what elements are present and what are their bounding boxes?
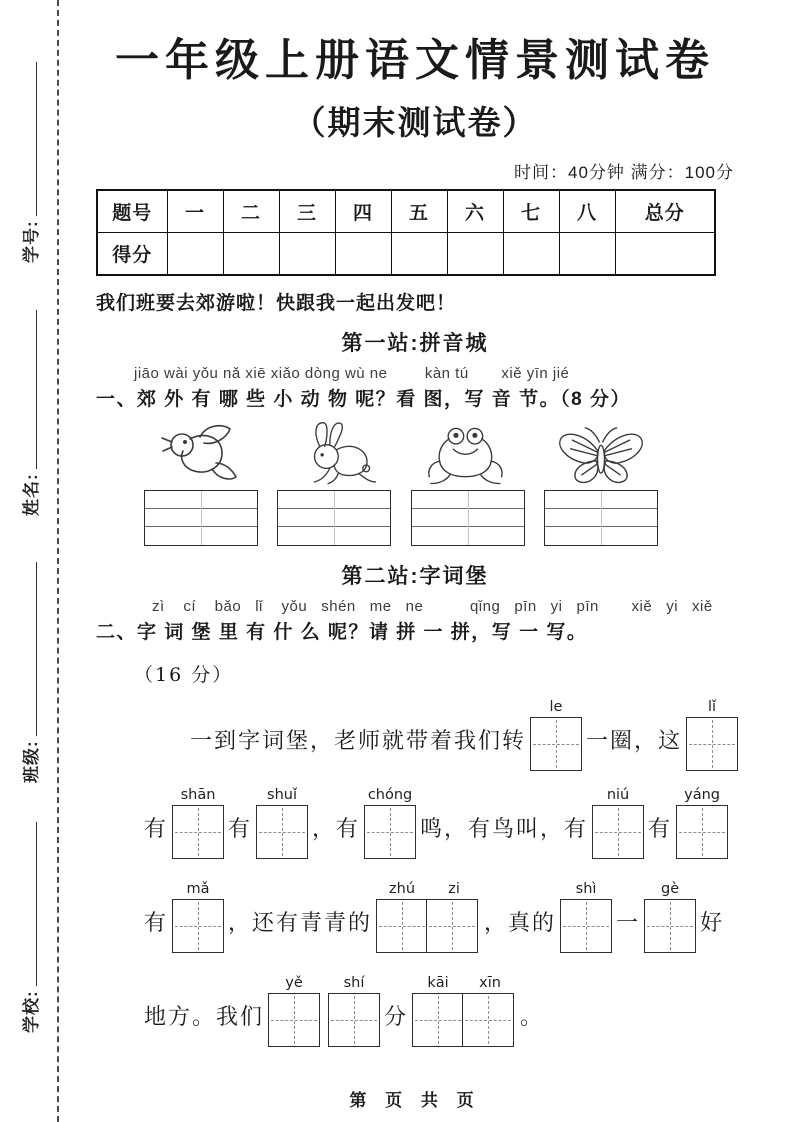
score-empty-cell (447, 232, 503, 275)
score-header-cell: 八 (559, 190, 615, 233)
sidebar-label-school: 学校: (21, 990, 41, 1033)
exam-meta: 时间：40分钟 满分：100分 (514, 162, 734, 182)
write-box (686, 717, 738, 771)
score-empty-cell (279, 232, 335, 275)
score-empty-cell (391, 232, 447, 275)
pinyin-label: zi (448, 880, 460, 897)
sidebar-field-student-number (18, 60, 40, 263)
tianzige-box (676, 787, 728, 859)
pinyin-label: zhú (389, 880, 416, 897)
sidebar-label-name: 姓名: (21, 473, 41, 516)
question1-answer-grids (144, 490, 658, 546)
write-box (644, 899, 696, 953)
write-box (256, 805, 308, 859)
question1-text: 一、郊 外 有 哪 些 小 动 物 呢？看 图，写 音 节。（8 分） (96, 388, 631, 410)
station1-heading: 第一站:拼音城 (341, 331, 489, 355)
write-box (560, 899, 612, 953)
pinyin-label: xīn (479, 974, 501, 991)
passage-text: ，有 (312, 816, 361, 842)
pinyin-label: niú (606, 786, 630, 803)
question2-pinyin: zì cí bǎo lǐ yǒu shén me ne qǐng pīn yi pīn xiě yi xiě (152, 597, 713, 615)
passage-text: 分 (384, 1004, 409, 1030)
write-line (36, 62, 37, 216)
tianzige-box (530, 699, 582, 771)
passage-text: 有 (228, 816, 253, 842)
pinyin-label: shuǐ (267, 786, 298, 803)
pinyin-label: chóng (367, 786, 413, 803)
butterfly-image (544, 419, 658, 487)
passage-text: 有 (144, 816, 169, 842)
write-box (462, 993, 514, 1047)
passage-text: 一到字词堡，老师就带着我们转 (190, 728, 527, 754)
write-line (36, 310, 37, 469)
write-box (328, 993, 380, 1047)
station2-heading: 第二站:字词堡 (341, 564, 489, 588)
score-empty-cell (559, 232, 615, 275)
intro-text: 我们班要去郊游啦！快跟我一起出发吧！ (96, 292, 457, 314)
write-box (172, 805, 224, 859)
score-header-cell: 七 (503, 190, 559, 233)
tianzige-box (560, 881, 612, 953)
score-table (96, 189, 716, 276)
score-header-cell: 二 (223, 190, 279, 233)
passage-text: 地方。我们 (144, 1004, 265, 1030)
score-empty-cell (503, 232, 559, 275)
tianzige-double-box (376, 881, 480, 953)
passage-text: 有 (144, 910, 169, 936)
passage-text: 一圈，这 (586, 728, 683, 754)
pinyin-grid (411, 490, 525, 546)
bird-image (144, 419, 258, 487)
exam-page (96, 0, 734, 1110)
passage-line-2 (144, 787, 734, 859)
pinyin-grid (277, 490, 391, 546)
write-box (676, 805, 728, 859)
sidebar-field-class (18, 560, 40, 783)
pinyin-label: yě (285, 974, 303, 991)
score-empty-cell (615, 232, 715, 275)
score-table-score-row (97, 232, 715, 275)
score-header-cell: 总分 (615, 190, 715, 233)
footer-page-label: 第 页 共 页 (349, 1091, 481, 1110)
page-title: 一年级上册语文情景测试卷 (115, 36, 715, 85)
pinyin-label: yáng (684, 786, 721, 803)
pinyin-grid (544, 490, 658, 546)
score-row-label: 得分 (97, 232, 167, 275)
tianzige-double-box (412, 975, 516, 1047)
sidebar-label-class: 班级: (21, 740, 41, 783)
score-header-cell: 六 (447, 190, 503, 233)
passage-text: 有 (648, 816, 673, 842)
write-box (426, 899, 478, 953)
passage-line-4 (144, 975, 734, 1047)
pinyin-label: shì (575, 880, 597, 897)
pinyin-label: shān (180, 786, 216, 803)
passage-line-3 (144, 881, 734, 953)
pinyin-label: kāi (427, 974, 449, 991)
sidebar-field-school (18, 820, 40, 1033)
tianzige-box (328, 975, 380, 1047)
score-header-cell: 四 (335, 190, 391, 233)
score-header-cell: 一 (167, 190, 223, 233)
tianzige-box (172, 787, 224, 859)
score-header-cell: 五 (391, 190, 447, 233)
passage-text: 一 (616, 910, 641, 936)
write-line (36, 562, 37, 736)
pinyin-label: le (549, 698, 563, 715)
write-box (412, 993, 464, 1047)
question1-pictures (144, 419, 658, 487)
pinyin-label: gè (661, 880, 680, 897)
question2-text: 二、字 词 堡 里 有 什 么 呢？请 拼 一 拼，写 一 写。 (96, 621, 588, 643)
passage-line-1 (190, 699, 734, 771)
pinyin-label: shí (343, 974, 365, 991)
score-header-cell: 题号 (97, 190, 167, 233)
pinyin-label: lǐ (708, 698, 717, 715)
sidebar-field-name (18, 308, 40, 516)
write-box (268, 993, 320, 1047)
passage-text: ，真的 (484, 910, 557, 936)
tianzige-box (364, 787, 416, 859)
score-empty-cell (167, 232, 223, 275)
write-box (376, 899, 428, 953)
pinyin-grid (144, 490, 258, 546)
rabbit-image (277, 419, 391, 487)
passage-text: ，还有青青的 (228, 910, 373, 936)
tianzige-box (592, 787, 644, 859)
tianzige-box (686, 699, 738, 771)
passage-text: 。 (520, 1004, 545, 1030)
tianzige-box (268, 975, 320, 1047)
passage-text: 好 (700, 910, 725, 936)
seal-dashed-line (57, 0, 59, 1122)
write-box (530, 717, 582, 771)
question2-score: （16 分） (134, 663, 234, 686)
tianzige-box (172, 881, 224, 953)
write-line (36, 822, 37, 986)
pinyin-label: mǎ (186, 880, 210, 897)
tianzige-box (644, 881, 696, 953)
write-box (172, 899, 224, 953)
score-empty-cell (335, 232, 391, 275)
passage-text: 鸣，有鸟叫，有 (420, 816, 589, 842)
tianzige-box (256, 787, 308, 859)
frog-image (411, 419, 525, 487)
score-table-header-row (97, 190, 715, 233)
page-subtitle: （期末测试卷） (292, 103, 538, 141)
sidebar-label-student-number: 学号: (21, 220, 41, 263)
question1-pinyin: jiāo wài yǒu nǎ xiē xiǎo dòng wù ne kàn tú xiě yīn jié (134, 364, 570, 382)
write-box (592, 805, 644, 859)
score-header-cell: 三 (279, 190, 335, 233)
write-box (364, 805, 416, 859)
score-empty-cell (223, 232, 279, 275)
